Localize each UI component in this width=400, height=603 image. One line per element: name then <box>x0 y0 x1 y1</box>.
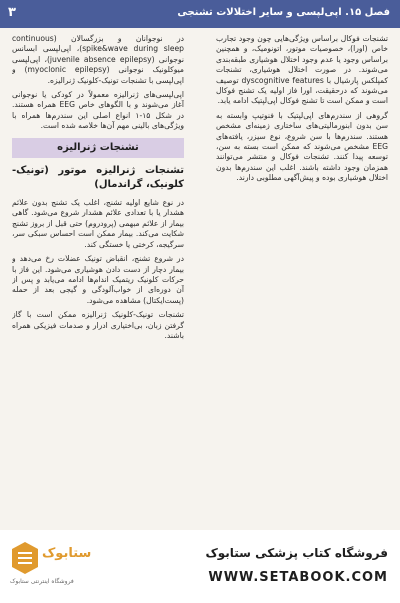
paragraph: اپی‌لپسی‌های ژنرالیزه معمولاً در کودکی یا نوجوانی آغاز می‌شوند و با الگوهای خاص EEG همراه هستند. در شکل ۱۵-۱ انواع اصلی این سندرم‌ها همراه با ویژگی‌های بالینی مهم آن‌ها خلاصه شده است. <box>12 90 184 131</box>
paragraph: در نوع شایع اولیه تشنج، اغلب یک تشنج بدون علائم هشدار یا با تعدادی علائم هشدار شروع می‌شود. گاهی بیمار از علائم مبهمی (پرودروم) حتی قبل از بروز تشنج شکایت می‌کند. بیمار ممکن است احساس سبکی سر، سرگیجه، کرختی یا خستگی کند. <box>12 198 184 249</box>
paragraph: تشنجات فوکال براساس ویژگی‌هایی چون وجود تجارب خاص (اورا)، خصوصیات موتور، اتونومیک، و همچنین براساس وجود یا عدم وجود اختلال هوشیاری طبقه‌بندی می‌شوند. در صورت اختلال هوشیاری، تشنجات کمپلکس پارشیال با dyscognitive features توصیف می‌شوند که درحقیقت، اورا فاز اولیه یک تشنج فوکال است و ممکن است تا تشنج فوکال اپی‌لپتیک ادامه یابد. <box>216 34 388 106</box>
store-name: فروشگاه کتاب پزشکی ستابوک <box>205 546 388 560</box>
paragraph: در نوجوانان و بزرگسالان (continuous spike&wave during sleep)، اپی‌لپسی ابسانس نوجوانی (juvenile absence epilepsy)، اپی‌لپسی میوکلونیک نوجوانی (myoclonic epilepsy) و اپی‌لپسی با تشنجات تونیک-کلونیک ژنرالیزه. <box>12 34 184 85</box>
footer-banner <box>0 530 400 603</box>
logo-wordmark: ستابوک <box>42 546 92 561</box>
subsection-heading: تشنجات ژنرالیزه موتور (تونیک-کلونیک، گراندمال) <box>12 165 184 191</box>
setabook-logo[interactable] <box>10 540 92 590</box>
book-logo-icon <box>10 540 40 576</box>
paragraph: گروهی از سندرم‌های اپی‌لپتیک با فنوتیپ وابسته به سن بدون ابنورمالیتی‌های ساختاری زمینه‌ای مشخص هستند. سندرم‌ها با سن شروع، نوع سیزر، یافته‌های EEG مشخص می‌شوند که ممکن است بسته به سن، توسعه پیدا کنند. تشنجات فوکال و منتشر می‌توانند همزمان وجود داشته باشند. اغلب این سندرم‌ها بدون اختلال هوشیاری بوده و پیش‌آگهی مطلوبی دارند. <box>216 110 388 183</box>
logo-tagline: فروشگاه اینترنتی ستابوک <box>10 578 74 585</box>
right-column <box>216 34 388 526</box>
page-header <box>0 0 400 28</box>
paragraph: در شروع تشنج، انقباض تونیک عضلات رخ می‌دهد و بیمار دچار از دست دادن هوشیاری می‌شود. این فاز با حرکات کلونیک ریتمیک اندام‌ها ادامه می‌یابد و پس از آن دوره‌ای از خواب‌آلودگی و گیجی بعد از حمله (پست‌ایکتال) مشاهده می‌شود. <box>12 254 184 305</box>
paragraph: تشنجات تونیک-کلونیک ژنرالیزه ممکن است با گاز گرفتن زبان، بی‌اختیاری ادرار و صدمات فیزیکی همراه باشند. <box>12 310 184 340</box>
site-url[interactable]: WWW.SETABOOK.COM <box>208 570 388 585</box>
page-number: ۳ <box>8 5 16 20</box>
left-column <box>12 34 184 526</box>
chapter-title: فصل ۱۵. اپی‌لپسی و سایر اختلالات تشنجی <box>177 7 390 18</box>
section-heading: تشنجات ژنرالیزه <box>12 138 184 158</box>
